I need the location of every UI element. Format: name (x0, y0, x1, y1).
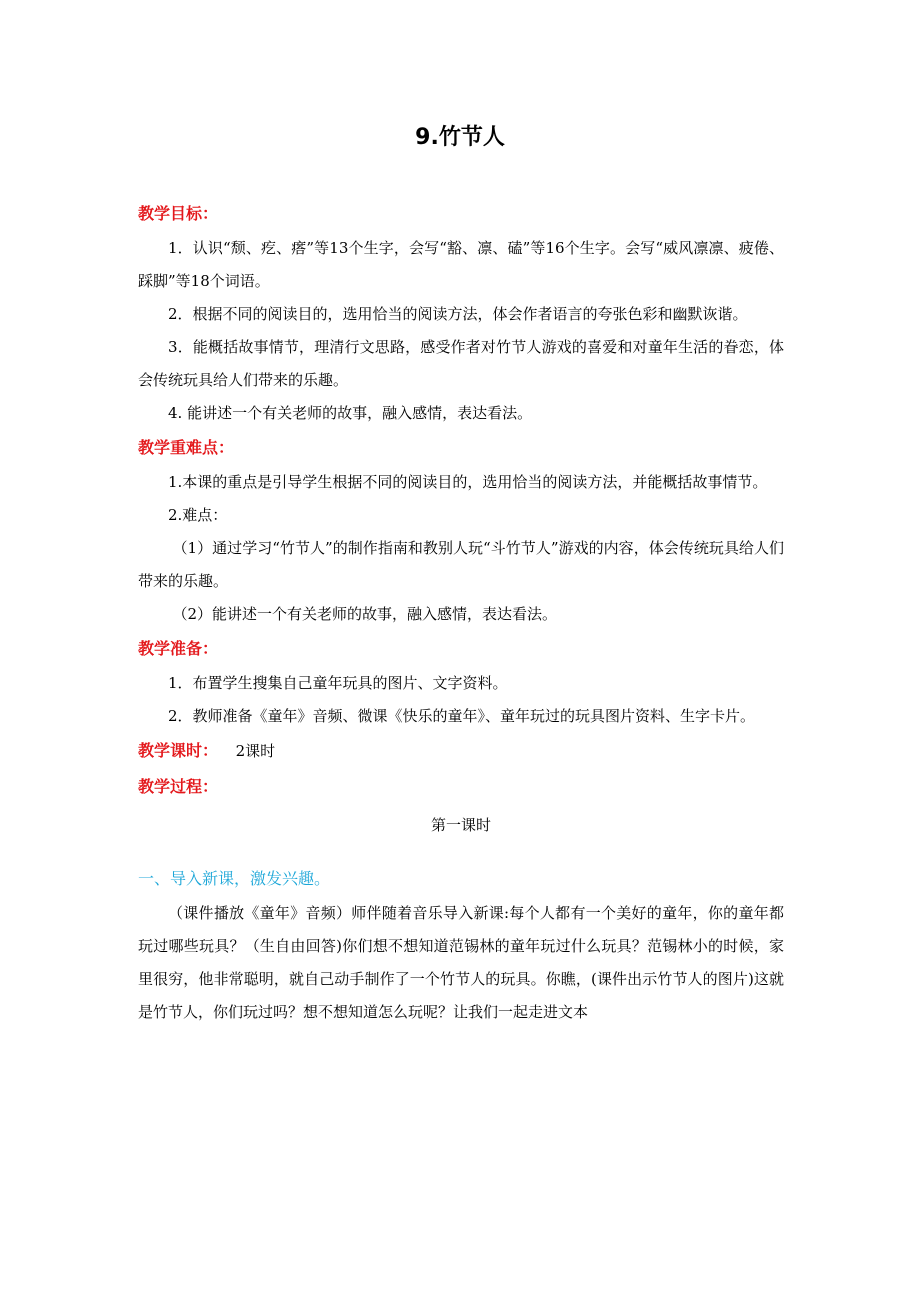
document-body (138, 196, 784, 1029)
objective-item: 2．根据不同的阅读目的，选用恰当的阅读方法，体会作者语言的夸张色彩和幽默诙谐。 (168, 305, 748, 323)
preparation-item: 2．教师准备《童年》音频、微课《快乐的童年》、童年玩过的玩具图片资料、生字卡片。 (168, 707, 756, 725)
keypoint-item: 2.难点： (168, 506, 228, 524)
section-heading: 一、导入新课，激发兴趣。 (138, 869, 331, 888)
keypoint-subitem: （1）通过学习“竹节人”的制作指南和教别人玩“斗竹节人”游戏的内容，体会传统玩具给人们带来的乐趣。 (138, 539, 784, 590)
hours-heading: 教学课时： (138, 741, 219, 760)
lesson-period-title: 第一课时 (430, 816, 491, 834)
objective-item: 3．能概括故事情节，理清行文思路，感受作者对竹节人游戏的喜爱和对童年生活的眷恋，体会传统玩具给人们带来的乐趣。 (138, 338, 784, 389)
preparation-heading: 教学准备： (138, 639, 219, 658)
keypoint-subitem: （2）能讲述一个有关老师的故事，融入感情，表达看法。 (172, 605, 558, 623)
hours-value: 2课时 (235, 742, 276, 760)
preparation-item: 1．布置学生搜集自己童年玩具的图片、文字资料。 (168, 674, 508, 692)
objective-item: 4. 能讲述一个有关老师的故事，融入感情，表达看法。 (168, 404, 533, 422)
process-heading: 教学过程： (138, 777, 219, 796)
objective-item: 1．认识“颓、疙、瘩”等13个生字，会写“豁、凛、磕”等16个生字。会写“威风凛凛、疲倦、踩脚”等18个词语。 (138, 239, 784, 290)
hours-row (138, 733, 784, 769)
lesson-title: 9.竹节人 (415, 125, 505, 150)
objectives-heading: 教学目标： (138, 204, 219, 223)
process-paragraph: （课件播放《童年》音频）师伴随着音乐导入新课:每个人都有一个美好的童年，你的童年都玩过哪些玩具？（生自由回答)你们想不想知道范锡林的童年玩过什么玩具？范锡林小的时候，家里很穷，他非常聪明，就自己动手制作了一个竹节人的玩具。你瞧，(课件出示竹节人的图片)这就是竹节人，你们玩过吗？想不想知道怎么玩呢？让我们一起走进文本 (138, 904, 784, 1021)
keypoint-item: 1.本课的重点是引导学生根据不同的阅读目的，选用恰当的阅读方法，并能概括故事情节。 (168, 473, 768, 491)
keypoints-heading: 教学重难点： (138, 438, 235, 457)
